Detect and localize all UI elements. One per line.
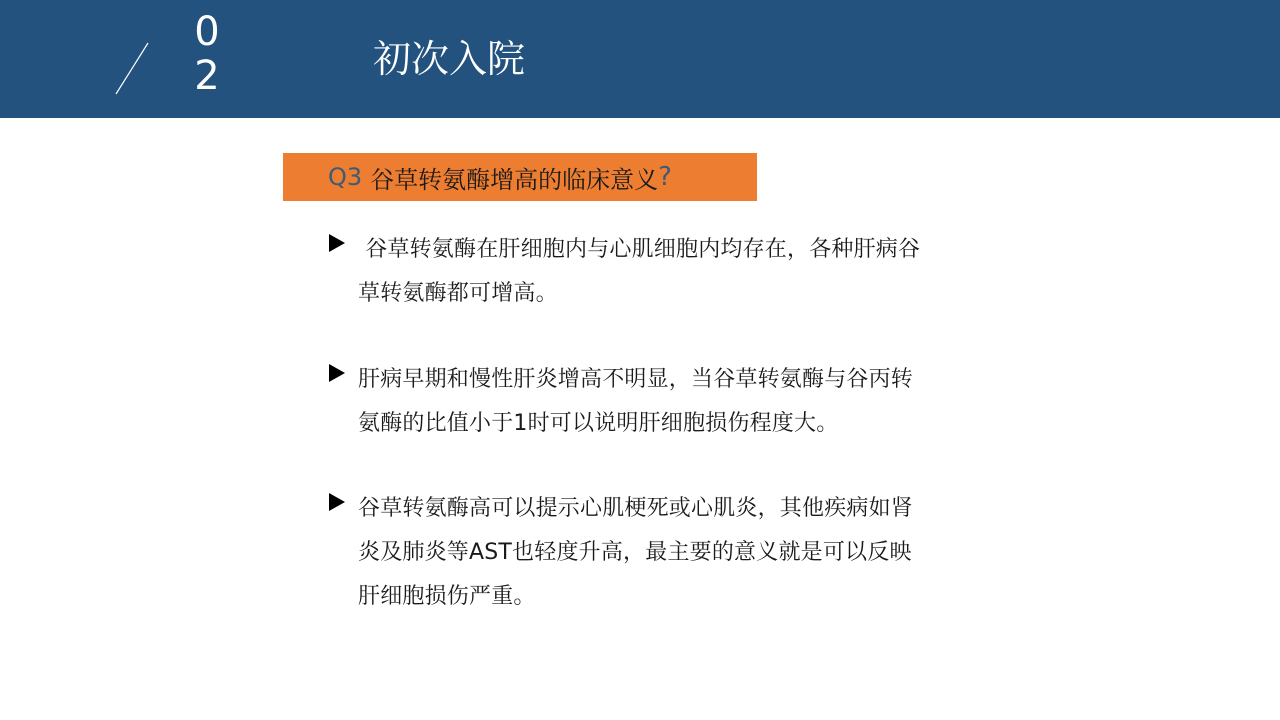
triangle-bullet-icon: [327, 492, 347, 512]
section-number: [190, 10, 224, 98]
bullet-text: [358, 228, 978, 316]
bullet-item: [327, 358, 987, 446]
triangle-bullet-icon: [327, 233, 347, 253]
bullet-text: [358, 358, 978, 446]
header-bar: [0, 0, 1280, 118]
bullet-line: 肝病早期和慢性肝炎增高不明显，当谷草转氨酶与谷丙转: [358, 367, 914, 392]
question-tag: Q3: [328, 163, 363, 191]
bullet-line: 氨酶的比值小于1时可以说明肝细胞损伤程度大。: [358, 411, 839, 436]
bullet-line: 炎及肺炎等AST也轻度升高，最主要的意义就是可以反映: [358, 540, 912, 565]
bullet-item: [327, 487, 987, 619]
bullet-item: [327, 228, 987, 316]
page-title: 初次入院: [373, 37, 526, 81]
slash-decoration-icon: [114, 42, 150, 96]
triangle-bullet-icon: [327, 363, 347, 383]
section-number-digit-1: 0: [194, 9, 220, 55]
bullet-line: 肝细胞损伤严重。: [358, 584, 536, 609]
bullet-text: [358, 487, 978, 619]
section-number-digit-2: 2: [194, 53, 220, 99]
bullet-line: 谷草转氨酶高可以提示心肌梗死或心肌炎，其他疾病如肾: [358, 496, 914, 521]
bullet-line: 谷草转氨酶在肝细胞内与心肌细胞内均存在，各种肝病谷: [358, 237, 921, 262]
question-text: 谷草转氨酶增高的临床意义: [370, 165, 659, 194]
bullet-line: 草转氨酶都可增高。: [358, 281, 558, 306]
question-mark: ?: [658, 162, 672, 192]
question-banner: [283, 153, 757, 201]
